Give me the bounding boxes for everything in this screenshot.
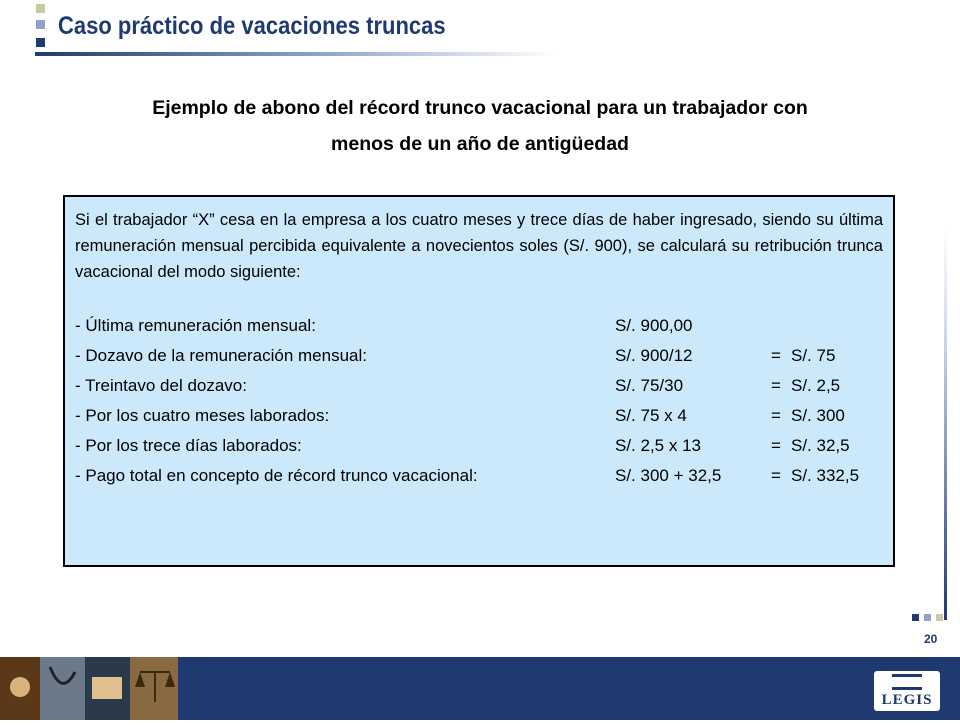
row-label: - Dozavo de la remuneración mensual:	[75, 346, 367, 365]
row-label: - Por los trece días laborados:	[75, 436, 302, 455]
logo-mark-icon	[892, 674, 922, 690]
row-result: S/. 300	[791, 406, 845, 425]
title-underline	[35, 52, 555, 56]
row-equals: =	[771, 466, 781, 485]
calculation-row	[75, 341, 883, 371]
legis-logo	[874, 671, 940, 711]
example-paragraph: Si el trabajador “X” cesa en la empresa a los cuatro meses y trece días de haber ingresado, siendo su última remuneración mensual percibida equivalente a novecientos soles (S/. 900), se calculará su retribución trunca vacacional del modo siguiente:	[75, 211, 883, 281]
page-title: Caso práctico de vacaciones truncas	[58, 12, 446, 40]
decor-square	[36, 4, 45, 13]
row-equals: =	[771, 436, 781, 455]
row-label: - Treintavo del dozavo:	[75, 376, 247, 395]
side-rule	[944, 230, 947, 620]
row-label: - Última remuneración mensual:	[75, 316, 316, 335]
decor-square	[36, 38, 45, 47]
subtitle-line-2: menos de un año de antigüedad	[331, 133, 629, 155]
row-result: S/. 332,5	[791, 466, 860, 485]
example-box	[63, 195, 895, 567]
row-result: S/. 75	[791, 346, 836, 365]
row-calc: S/. 2,5 x 13	[615, 436, 701, 455]
calculation-row	[75, 461, 883, 491]
footer-bar	[0, 657, 960, 720]
page-number: 20	[924, 632, 938, 646]
calculation-row	[75, 431, 883, 461]
row-result: S/. 32,5	[791, 436, 850, 455]
calculation-list	[75, 311, 883, 491]
decor-square	[36, 20, 45, 29]
photo-collage-icon	[0, 657, 178, 720]
subtitle-line-1: Ejemplo de abono del récord trunco vacacional para un trabajador con	[152, 97, 808, 119]
row-calc: S/. 300 + 32,5	[615, 466, 722, 485]
decor-square	[912, 614, 919, 621]
row-calc: S/. 75/30	[615, 376, 684, 395]
footer-photo-strip	[0, 657, 178, 720]
row-calc: S/. 900/12	[615, 346, 693, 365]
decor-square	[936, 614, 943, 621]
calculation-row	[75, 311, 883, 341]
row-label: - Por los cuatro meses laborados:	[75, 406, 330, 425]
row-calc: S/. 900,00	[615, 316, 693, 335]
calculation-row	[75, 371, 883, 401]
row-equals: =	[771, 376, 781, 395]
row-result: S/. 2,5	[791, 376, 841, 395]
row-calc: S/. 75 x 4	[615, 406, 687, 425]
row-label: - Pago total en concepto de récord trunco vacacional:	[75, 466, 478, 485]
row-equals: =	[771, 406, 781, 425]
subtitle	[60, 90, 900, 162]
calculation-row	[75, 401, 883, 431]
decor-square	[924, 614, 931, 621]
row-equals: =	[771, 346, 781, 365]
logo-text: LEGIS	[881, 691, 933, 708]
